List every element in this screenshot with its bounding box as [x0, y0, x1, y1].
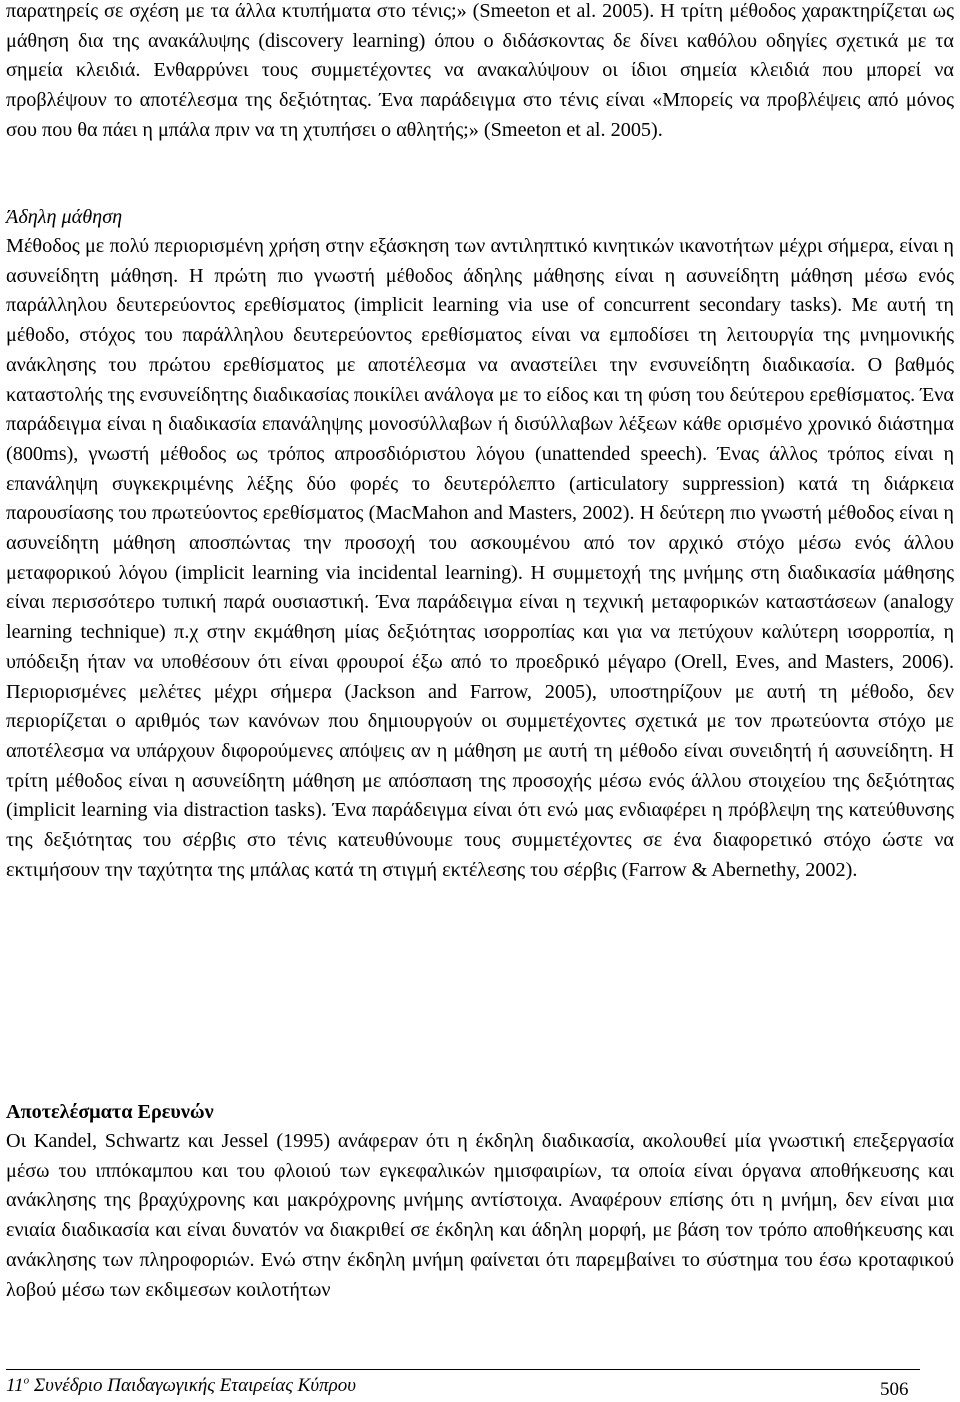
implicit-learning-paragraph: Μέθοδος με πολύ περιορισμένη χρήση στην εξάσκηση των αντιληπτικό κινητικών ικανοτήτων μέχρι σήμερα, είναι η ασυνείδητη μάθηση. Η πρώτη πιο γνωστή μέθοδος άδηλης μάθησης είναι η ασυνείδητη μάθηση μέσω ενός παράλληλου δευτερεύοντος ερεθίσματος (implicit learning via use of concurrent secondary tasks). Με αυτή τη μέθοδο, στόχος του παράλληλου δευτερεύοντος ερεθίσματος είναι να εμποδίσει τη λειτουργία της μνημονικής ανάκλησης του πρώτου ερεθίσματος με αποτέλεσμα να αναστείλει την ενσυνείδητη διαδικασία. Ο βαθμός καταστολής της ενσυνείδητης διαδικασίας ποικίλει ανάλογα με το είδος και τη φύση του δεύτερου ερεθίσματος. Ένα παράδειγμα είναι η διαδικασία επανάληψης μονοσύλλαβων ή δισύλλαβων λέξεων κάθε ορισμένο χρονικό διάστημα (800ms), γνωστή μέθοδος ως τρόπος απροσδιόριστου λόγου (unattended speech). Ένας άλλος τρόπος είναι η επανάληψη συγκεκριμένης λέξης δύο φορές το δευτερόλεπτο (articulatory suppression) κατά τη διάρκεια παρουσίασης του πρωτεύοντος ερεθίσματος (MacMahon and Masters, 2002). Η δεύτερη πιο γνωστή μέθοδος είναι η ασυνείδητη μάθηση αποσπώντας την προσοχή του ασκουμένου από τον αρχικό στόχο μέσω ενός άλλου μεταφορικού λόγου (implicit learning via incidental learning). Η συμμετοχή της μνήμης στη διαδικασία μάθησης είναι περισσότερο τυπική παρά ουσιαστική. Ένα παράδειγμα είναι η τεχνική μεταφορικών καταστάσεων (analogy learning technique) π.χ στην εκμάθηση μίας δεξιότητας ισορροπίας και για να πετύχουν καλύτερη ισορροπία, η υπόδειξη ήταν να υποθέσουν ότι είναι φρουροί έξω από το προεδρικό μέγαρο (Orell, Eves, and Masters, 2006). Περιορισμένες μελέτες μέχρι σήμερα (Jackson and Farrow, 2005), υποστηρίζουν με αυτή τη μέθοδο, δεν περιορίζεται ο αριθμός των κανόνων που δημιουργούν οι συμμετέχοντες σχετικά με τον πρωτεύοντα στόχο με αποτέλεσμα να υπάρχουν διφορούμενες απόψεις αν η μάθηση με αυτή τη μέθοδο είναι συνειδητή ή ασυνείδητη. Η τρίτη μέθοδος είναι η ασυνείδητη μάθηση με απόσπαση της προσοχής μέσω ενός άλλου στοιχείου της δεξιότητας (implicit learning via distraction tasks). Ένα παράδειγμα είναι ότι ενώ μας ενδιαφέρει η πρόβλεψη της κατεύθυνσης της δεξιότητας του σέρβις στο τένις κατευθύνουμε τους συμμετέχοντες σε ένα διαφορετικό στόχο ώστε να εκτιμήσουν την ταχύτητα της μπάλας κατά τη στιγμή εκτέλεσης του σέρβις (Farrow & Abernethy, 2002). [6, 235, 954, 881]
footer-conference-name: Συνέδριο Παιδαγωγικής Εταιρείας Κύπρου [29, 1375, 356, 1396]
section-implicit-learning [6, 232, 954, 885]
page-number: 506 [880, 1379, 909, 1400]
footer-conference-title [6, 1374, 356, 1398]
section-heading-implicit-learning: Άδηλη μάθηση [6, 206, 123, 228]
footer-divider [6, 1369, 920, 1370]
footer-conference-superscript: ο [23, 1374, 30, 1387]
footer-conference-number: 11 [6, 1375, 24, 1396]
intro-paragraph: παρατηρείς σε σχέση με τα άλλα κτυπήματα στο τένις;» (Smeeton et al. 2005). Η τρίτη μέθοδος χαρακτηρίζεται ως μάθηση δια της ανακάλυψης (discovery learning) όπου ο διδάσκοντας δε δίνει καθόλου οδηγίες σχετικά με τα σημεία κλειδιά. Ενθαρρύνει τους συμμετέχοντες να ανακαλύψουν οι ίδιοι σημεία κλειδιά που μπορεί να προβλέψουν το αποτέλεσμα της δεξιότητας. Ένα παράδειγμα στο τένις είναι «Μπορείς να προβλέψεις από μόνος σου που θα πάει η μπάλα πριν να τη χτυπήσει ο αθλητής;» (Smeeton et al. 2005). [6, 0, 954, 141]
section-research-results [6, 1127, 954, 1305]
section-heading-research-results: Αποτελέσματα Ερευνών [6, 1101, 214, 1123]
research-results-paragraph: Οι Kandel, Schwartz και Jessel (1995) ανάφεραν ότι η έκδηλη διαδικασία, ακολουθεί μία γνωστική επεξεργασία μέσω του ιππόκαμπου και του φλοιού των εγκεφαλικών ημισφαιρίων, τα οποία είναι όργανα αποθήκευσης και ανάκλησης της βραχύχρονης και μακρόχρονης μνήμης αντίστοιχα. Αναφέρουν επίσης ότι η μνήμη, δεν είναι μια ενιαία διαδικασία και είναι δυνατόν να διακριθεί σε έκδηλη και άδηλη μορφή, με βάση τον τρόπο αποθήκευσης και ανάκλησης των πληροφοριών. Ενώ στην έκδηλη μνήμη φαίνεται ότι παρεμβαίνει το σύστημα του έσω κροταφικού λοβού μέσω των εκδιμεσων κοιλοτήτων [6, 1130, 954, 1301]
